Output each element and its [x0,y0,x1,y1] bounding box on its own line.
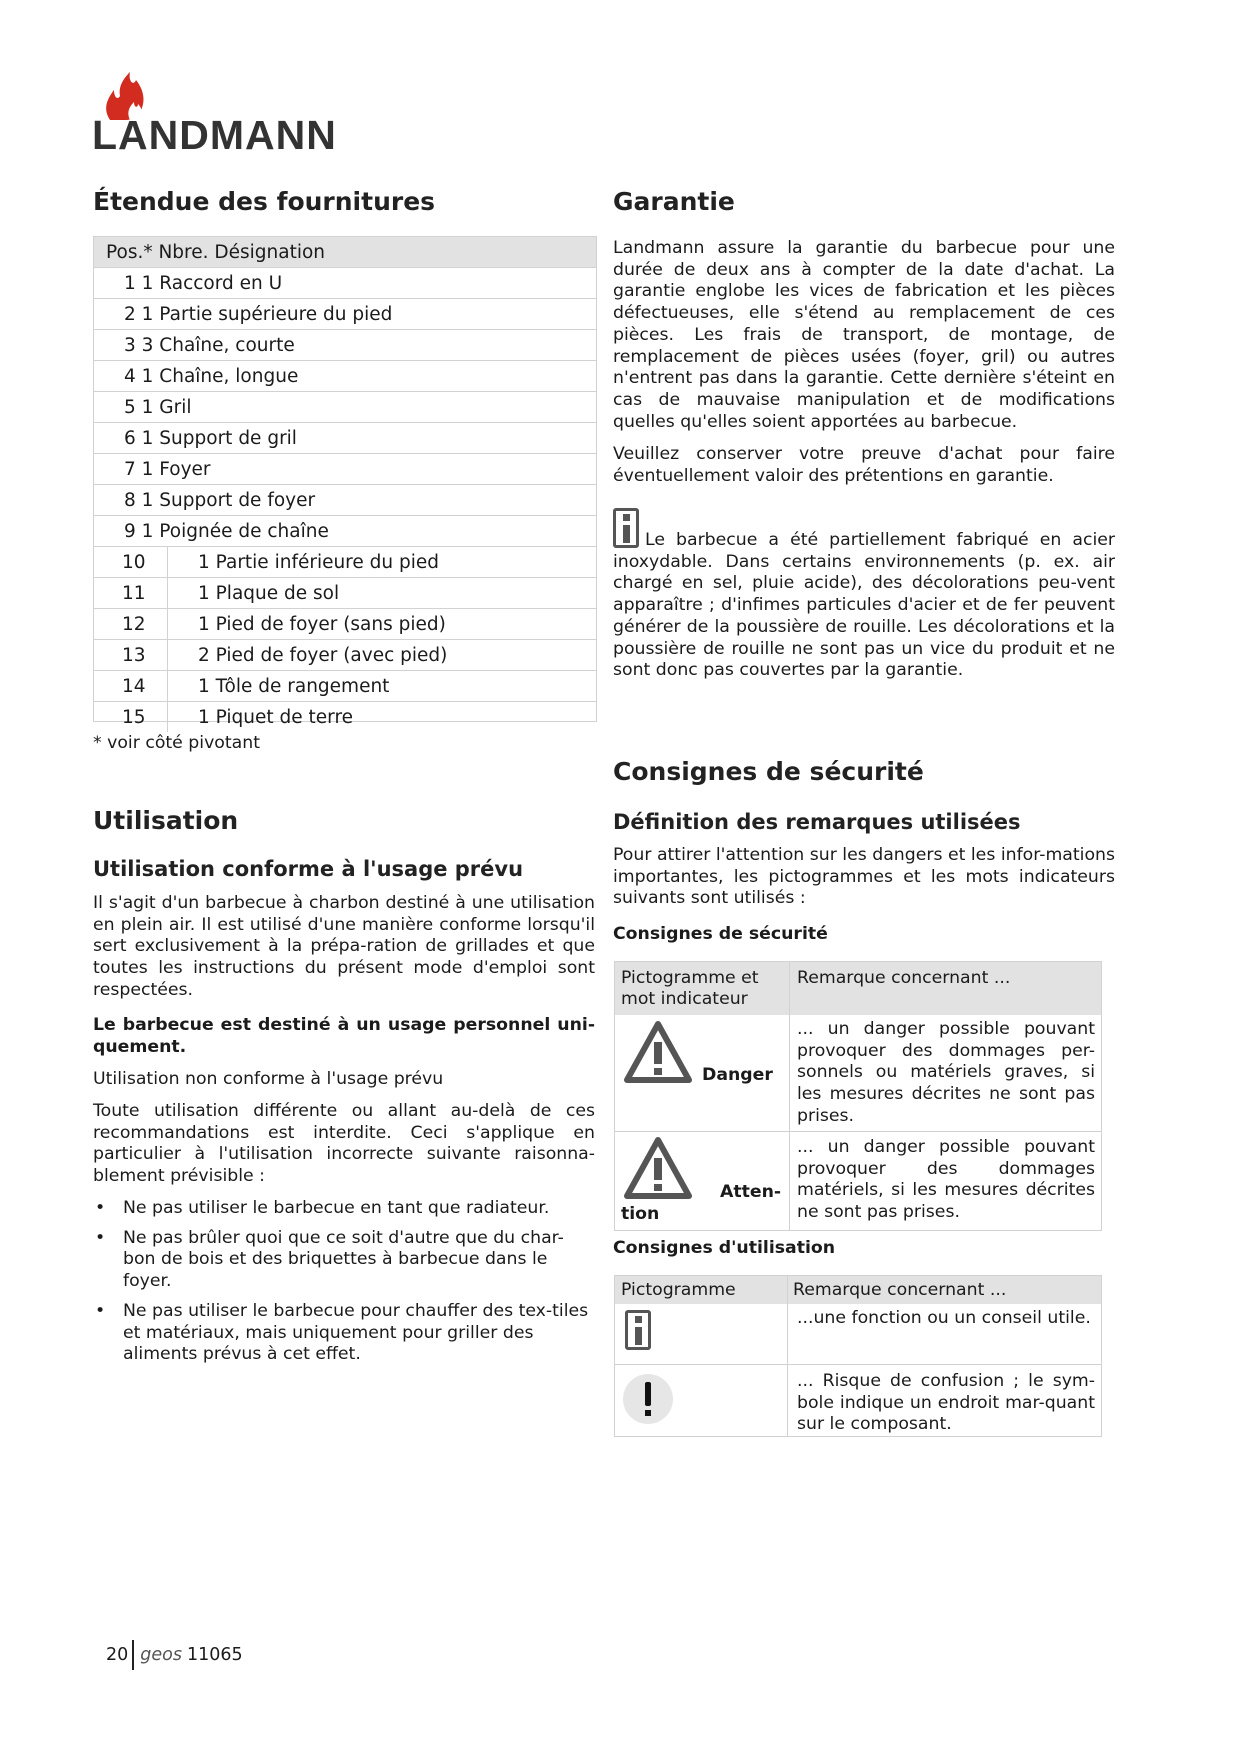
table-row: 14 1 Tôle de rangement [94,670,596,701]
list-item: • Ne pas utiliser le barbecue pour chauffer des tex-tiles et matériaux, mais uniquement pour griller des aliments prévus à cet effet. [93,1301,595,1366]
page-footer [106,1640,243,1670]
usage-paragraph-3: Utilisation non conforme à l'usage prévu [93,1069,444,1089]
attention-warning-icon [623,1136,693,1200]
safety-subtitle: Définition des remarques utilisées [613,810,1021,834]
table-row: 12 1 Pied de foyer (sans pied) [94,608,596,639]
table-row: 13 2 Pied de foyer (avec pied) [94,639,596,670]
table-row: 9 1 Poignée de chaîne [94,515,596,546]
table-row: 11 1 Plaque de sol [94,577,596,608]
warranty-paragraph-1: Landmann assure la garantie du barbecue pour une durée de deux ans à compter de la date d'achat. La garantie englobe les vices de fabrication et les pièces défectueuses, elle s'étend au remplacement de ces pièces. Les frais de transport, de montage, de remplacement de pièces usées (foyer, gril) ou autres n'entrent pas dans la garantie. Cette dernière s'éteint en cas de mauvaise manipulation et de modifications quelles qu'elles soient apportées au barbecue. [613,238,1115,432]
usage-bullet-list [93,1198,595,1374]
list-item: • Ne pas utiliser le barbecue en tant que radiateur. [93,1198,595,1220]
table-row: 6 1 Support de gril [94,422,596,453]
table-row: 2 1 Partie supérieure du pied [94,298,596,329]
table-row: 1 1 Raccord en U [94,267,596,298]
usage-notes-table: Pictogramme Remarque concernant ... ...une fonction ou un conseil utile. ... Risque de confusion ; le sym-bole indique un endroit mar-quant sur le composant. [614,1275,1102,1437]
safety-intro: Pour attirer l'attention sur les dangers et les infor-mations importantes, les pictogrammes et les mots indicateurs suivants sont utilisés : [613,845,1115,909]
table-row: 4 1 Chaîne, longue [94,360,596,391]
info-icon [625,1310,651,1350]
safety-label: Consignes de sécurité [613,924,828,944]
danger-warning-icon [623,1020,693,1084]
warranty-paragraph-2: Veuillez conserver votre preuve d'achat pour faire éventuellement valoir des prétentions en garantie. [613,444,1115,486]
scope-footnote: * voir côté pivotant [93,733,260,753]
caution-exclamation-icon [621,1372,675,1426]
list-item: • Ne pas brûler quoi que ce soit d'autre que du char-bon de bois et des briquettes à barbecue dans le foyer. [93,1228,595,1293]
table-row: 7 1 Foyer [94,453,596,484]
usage-subtitle: Utilisation conforme à l'usage prévu [93,857,524,881]
usage-title: Utilisation [93,806,239,835]
table-row: 15 1 Piquet de terre [94,701,596,732]
safety-title: Consignes de sécurité [613,757,924,786]
table-row: 10 1 Partie inférieure du pied [94,546,596,577]
brand-name: LANDMANN [92,112,337,158]
model-number: 11065 [186,1645,243,1665]
model-prefix: geos [140,1645,182,1665]
usage-paragraph-2: Le barbecue est destiné à un usage personnel uni-quement. [93,1015,595,1057]
scope-table [93,236,597,728]
warranty-title: Garantie [613,187,735,216]
scope-title: Étendue des fournitures [93,187,436,216]
table-row: 3 3 Chaîne, courte [94,329,596,360]
warranty-paragraph-3: Le barbecue a été partiellement fabriqué en acier inoxydable. Dans certains environnements (p. ex. air chargé en sel, pluie acide), des décolorations peu-vent apparaître ; d'infimes particules d'acier et de fer peuvent générer de la poussière de rouille. Les décolorations et la poussière de rouille ne sont pas un vice du produit et ne sont donc pas couvertes par la garantie. [613,530,1115,681]
table-row: 8 1 Support de foyer [94,484,596,515]
usage-paragraph-1: Il s'agit d'un barbecue à charbon destiné à une utilisation en plein air. Il est utilisé d'une manière conforme lorsqu'il sert exclusivement à la prépa-ration de grillades et que toutes les instructions du présent mode d'emploi sont respectées. [93,893,595,1000]
page-number: 20 [106,1645,129,1665]
table-header: Pos.* Nbre. Désignation [94,237,596,267]
usage-paragraph-4: Toute utilisation différente ou allant au-delà de ces recommandations est interdite. Ceci s'applique en particulier à l'utilisation incorrecte suivante raisonna-blement prévisible : [93,1101,595,1187]
usage-notes-label: Consignes d'utilisation [613,1238,836,1258]
safety-table: Pictogramme et mot indicateur Remarque concernant ... Danger ... un danger possible pouvant provoquer des dommages per-sonnels ou matériels graves, si les mesures décrites ne sont pas prises. Atten- tion ... un danger possible pouvant provoquer des dommages matériels, si les mesures décrites ne sont pas prises. [614,961,1102,1231]
table-row: 5 1 Gril [94,391,596,422]
landmann-logo [92,72,372,158]
